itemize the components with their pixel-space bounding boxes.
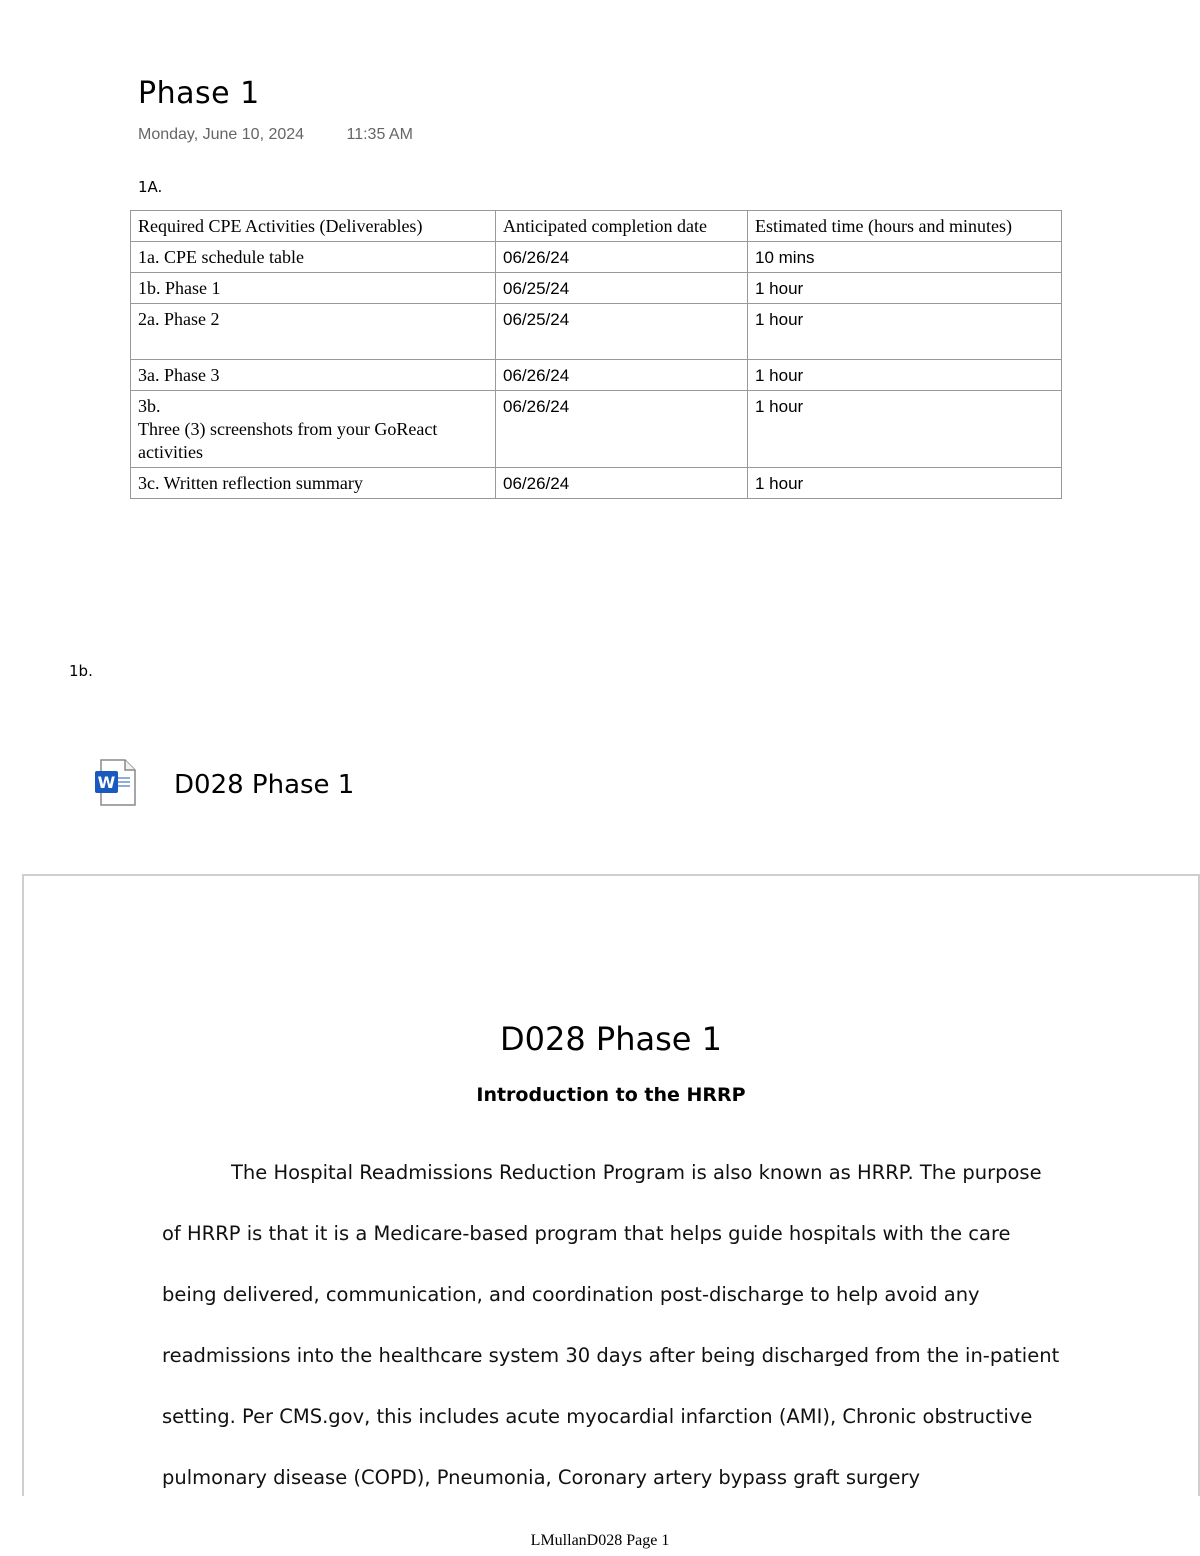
word-icon-letter: W <box>97 773 116 792</box>
cell-activity: 1b. Phase 1 <box>131 273 496 304</box>
table-row <box>131 242 1062 273</box>
cell-date: 06/25/24 <box>496 273 748 304</box>
cell-date: 06/25/24 <box>496 304 748 360</box>
table-row <box>131 273 1062 304</box>
page-date: Monday, June 10, 2024 <box>138 126 305 143</box>
table-row <box>131 360 1062 391</box>
table-row <box>131 468 1062 499</box>
column-header-activity: Required CPE Activities (Deliverables) <box>131 211 496 242</box>
cell-time: 1 hour <box>748 273 1062 304</box>
cell-date: 06/26/24 <box>496 391 748 468</box>
section-label-1b: 1b. <box>69 662 93 680</box>
cell-date: 06/26/24 <box>496 360 748 391</box>
page-title: Phase 1 <box>138 76 260 111</box>
page-footer: LMullanD028 Page 1 <box>530 1532 670 1549</box>
page-meta <box>138 126 413 144</box>
section-label-1a: 1A. <box>138 178 163 196</box>
embedded-doc-paragraph: The Hospital Readmissions Reduction Program is also known as HRRP. The purpose of HRRP is that it is a Medicare-based program that helps guide hospitals with the care being delivered, communication, and coordination post-discharge to help avoid any readmissions into the healthcare system 30 days after being discharged from the in-patient setting. Per CMS.gov, this includes acute myocardial infarction (AMI), Chronic obstructive pulmonary disease (COPD), Pneumonia, Coronary artery bypass graft surgery <box>162 1161 1060 1489</box>
page-time: 11:35 AM <box>346 126 413 143</box>
column-header-time: Estimated time (hours and minutes) <box>748 211 1062 242</box>
cell-activity: 1a. CPE schedule table <box>131 242 496 273</box>
cell-date: 06/26/24 <box>496 242 748 273</box>
column-header-date: Anticipated completion date <box>496 211 748 242</box>
cell-activity <box>131 391 496 468</box>
cell-activity: 3c. Written reflection summary <box>131 468 496 499</box>
cell-time: 1 hour <box>748 391 1062 468</box>
cell-activity: 3a. Phase 3 <box>131 360 496 391</box>
embedded-document-preview <box>22 874 1200 1496</box>
table-row <box>131 304 1062 360</box>
cell-time: 1 hour <box>748 304 1062 360</box>
word-document-icon <box>94 758 138 812</box>
cell-date: 06/26/24 <box>496 468 748 499</box>
attachment-name[interactable]: D028 Phase 1 <box>174 770 355 800</box>
cell-activity-line2: Three (3) screenshots from your GoReact activities <box>138 419 438 462</box>
table-row <box>131 391 1062 468</box>
embedded-doc-title: D028 Phase 1 <box>500 1020 722 1058</box>
cell-activity: 2a. Phase 2 <box>131 304 496 360</box>
cell-time: 10 mins <box>748 242 1062 273</box>
cell-time: 1 hour <box>748 360 1062 391</box>
cell-time: 1 hour <box>748 468 1062 499</box>
file-attachment[interactable] <box>94 758 354 812</box>
cpe-schedule-table <box>130 210 1062 499</box>
embedded-doc-subtitle: Introduction to the HRRP <box>476 1084 746 1106</box>
cell-activity-line1: 3b. <box>138 396 161 416</box>
table-header-row <box>131 211 1062 242</box>
